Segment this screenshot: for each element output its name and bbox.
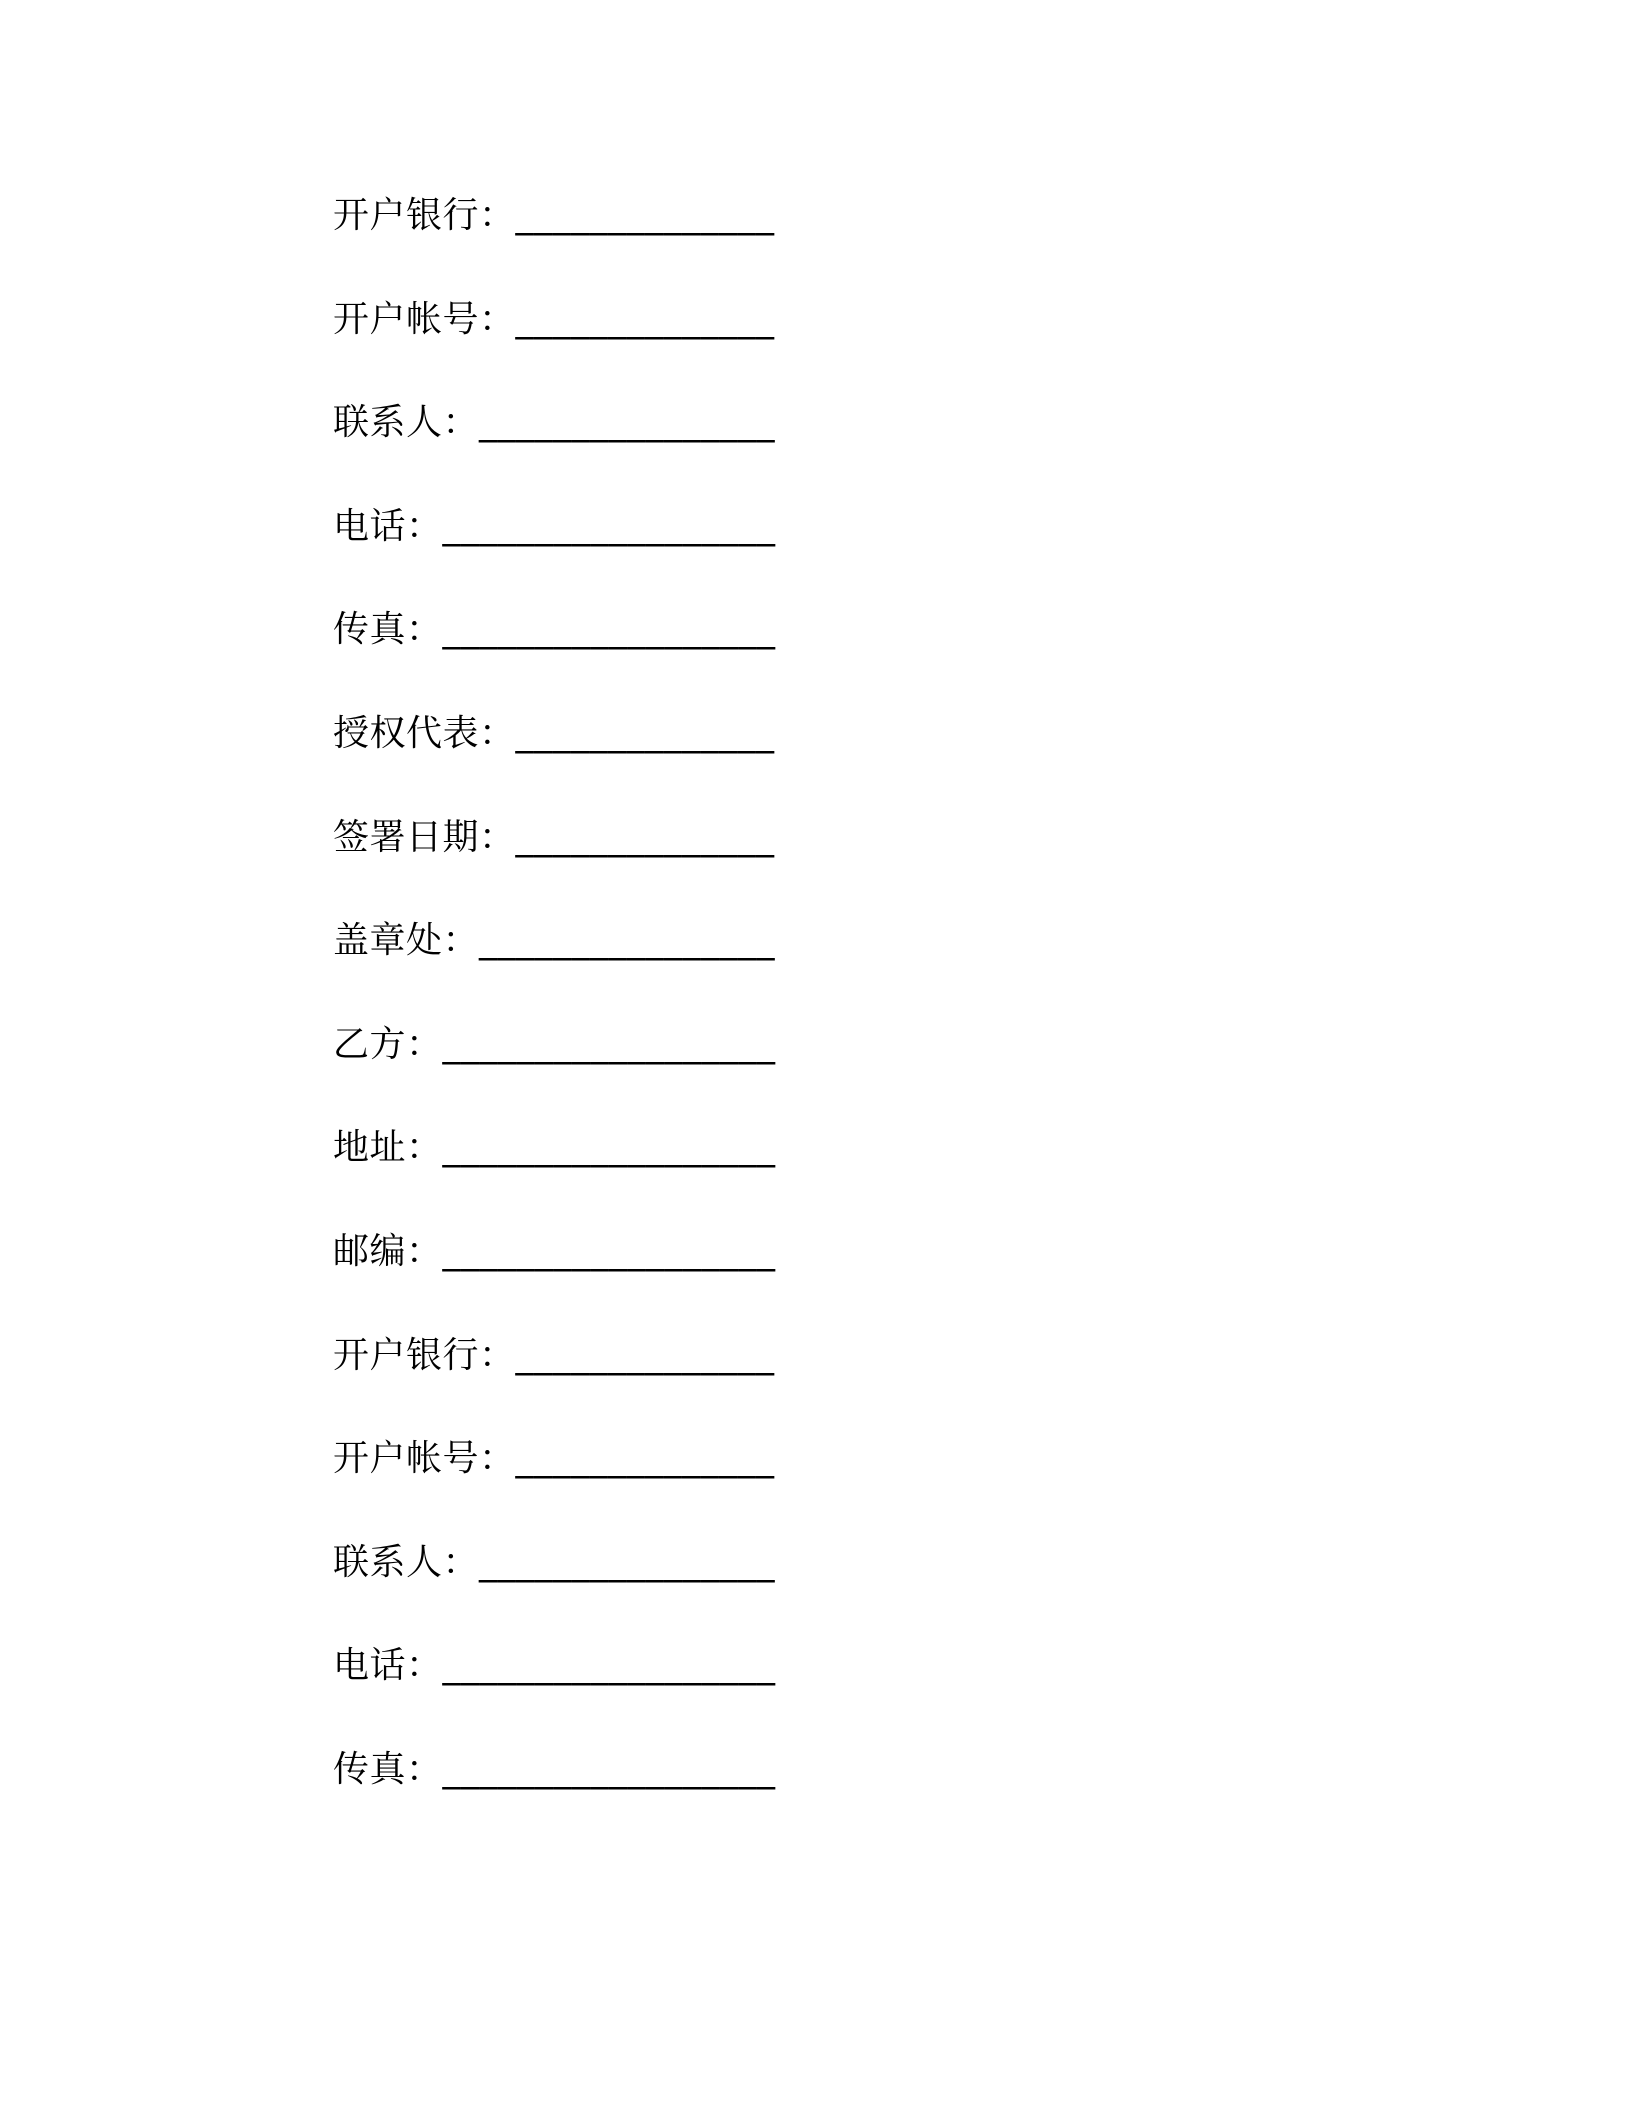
fill-in-blank: ________________ [479,1541,776,1583]
field-label: 联系人： [333,1541,480,1583]
field-line [333,1330,776,1434]
field-label: 签署日期： [333,816,516,858]
fill-in-blank: ________________ [479,402,776,444]
field-label: 开户帐号： [333,1438,516,1480]
field-label: 电话： [333,505,443,547]
field-line [333,1122,776,1226]
field-label: 传真： [333,609,443,651]
field-line [333,812,776,916]
field-label: 开户帐号： [333,298,516,340]
field-line [333,1019,776,1123]
fill-in-blank: __________________ [442,1127,776,1169]
fill-in-blank: ______________ [515,1334,775,1376]
form-field-list [333,190,776,1848]
field-label: 传真： [333,1748,443,1790]
field-line [333,915,776,1019]
field-label: 电话： [333,1645,443,1687]
field-line [333,1537,776,1641]
fill-in-blank: ______________ [515,195,775,236]
fill-in-blank: __________________ [442,1230,776,1272]
field-line [333,1226,776,1330]
field-label: 授权代表： [333,712,516,754]
field-label: 开户银行： [333,195,516,236]
field-label: 邮编： [333,1230,443,1272]
fill-in-blank: ______________ [515,712,775,754]
field-label: 乙方： [333,1023,443,1065]
fill-in-blank: __________________ [442,505,776,547]
field-line [333,1433,776,1537]
field-label: 联系人： [333,402,480,444]
fill-in-blank: ______________ [515,816,775,858]
field-line [333,708,776,812]
field-label: 盖章处： [333,920,480,962]
field-line [333,1640,776,1744]
fill-in-blank: __________________ [442,1023,776,1065]
field-label: 地址： [333,1127,443,1169]
fill-in-blank: ________________ [479,920,776,962]
fill-in-blank: ______________ [515,1438,775,1480]
field-line [333,294,776,398]
field-line [333,190,776,294]
fill-in-blank: __________________ [442,609,776,651]
fill-in-blank: ______________ [515,298,775,340]
field-line [333,604,776,708]
field-line [333,397,776,501]
fill-in-blank: __________________ [442,1645,776,1687]
field-line [333,501,776,605]
fill-in-blank: __________________ [442,1748,776,1790]
field-line [333,1744,776,1848]
field-label: 开户银行： [333,1334,516,1376]
